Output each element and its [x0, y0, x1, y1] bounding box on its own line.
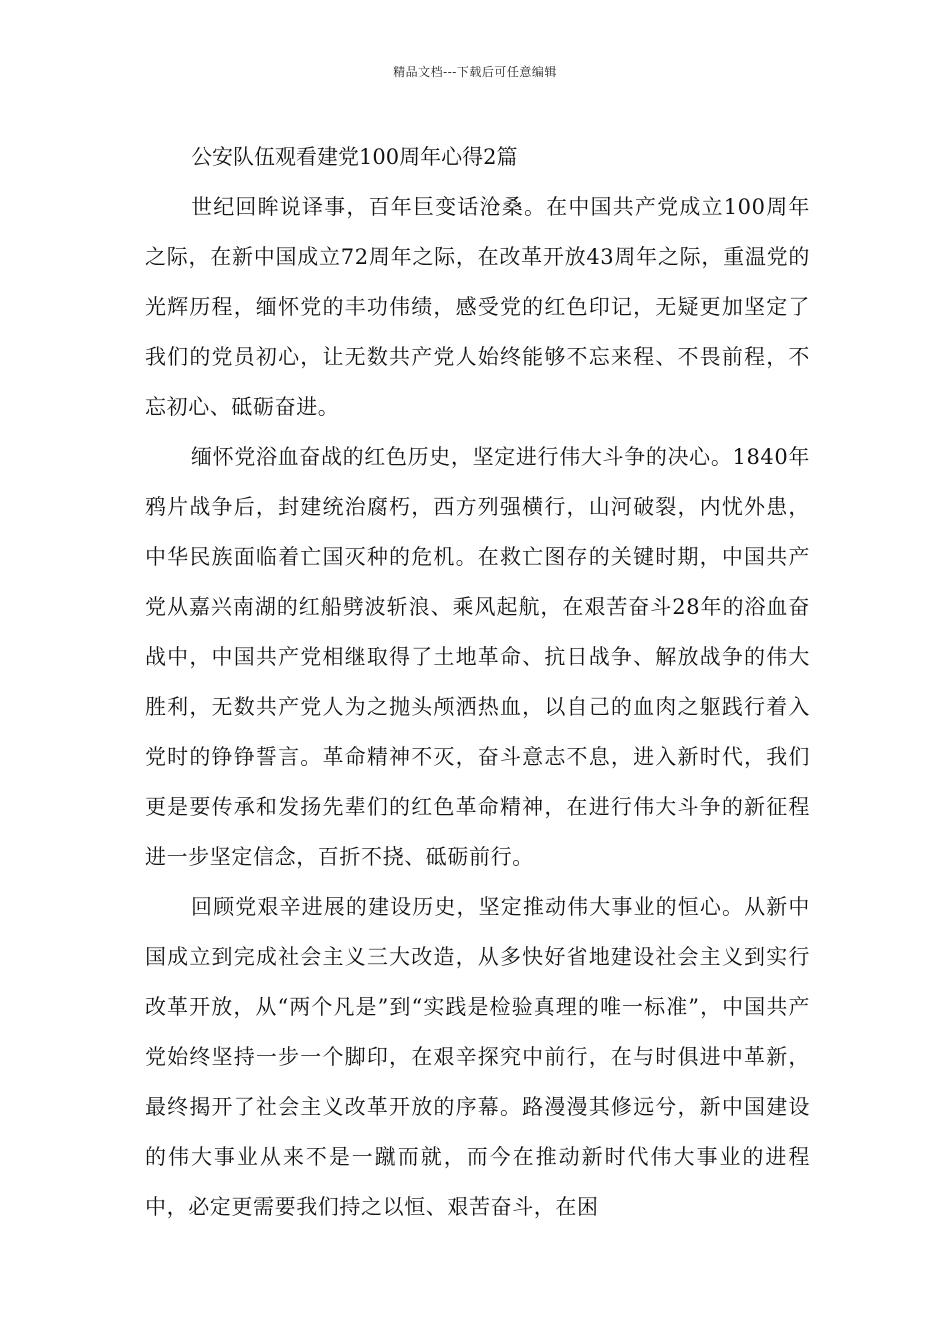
paragraph-2: 缅怀党浴血奋战的红色历史，坚定进行伟大斗争的决心。1840年鸦片战争后，封建统治腐朽，西方列强横行，山河破裂，内忧外患，中华民族面临着亡国灭种的危机。在救亡图存的关键时期，中国共产党从嘉兴南湖的红船劈波斩浪、乘风起航，在艰苦奋斗28年的浴血奋战中，中国共产党相继取得了土地革命、抗日战争、解放战争的伟大胜利，无数共产党人为之抛头颅洒热血，以自己的血肉之躯践行着入党时的铮铮誓言。革命精神不灭，奋斗意志不息，进入新时代，我们更是要传承和发扬先辈们的红色革命精神，在进行伟大斗争的新征程进一步坚定信念，百折不挠、砥砺前行。: [145, 445, 810, 869]
document-body: [145, 132, 810, 1232]
document-title: 公安队伍观看建党100周年心得2篇: [191, 145, 518, 169]
paragraph-3: 回顾党艰辛进展的建设历史，坚定推动伟大事业的恒心。从新中国成立到完成社会主义三大改造，从多快好省地建设社会主义到实行改革开放，从“两个凡是”到“实践是检验真理的唯一标准”，中国共产党始终坚持一步一个脚印，在艰辛探究中前行，在与时俱进中革新，最终揭开了社会主义改革开放的序幕。路漫漫其修远兮，新中国建设的伟大事业从来不是一蹴而就，而今在推动新时代伟大事业的进程中，必定更需要我们持之以恒、艰苦奋斗，在困: [145, 895, 810, 1219]
paragraph-1: 世纪回眸说译事，百年巨变话沧桑。在中国共产党成立100周年之际，在新中国成立72周年之际，在改革开放43周年之际，重温党的光辉历程，缅怀党的丰功伟绩，感受党的红色印记，无疑更加坚定了我们的党员初心，让无数共产党人始终能够不忘来程、不畏前程，不忘初心、砥砺奋进。: [145, 195, 810, 419]
page-header: 精品文档---下载后可任意编辑: [393, 65, 557, 79]
